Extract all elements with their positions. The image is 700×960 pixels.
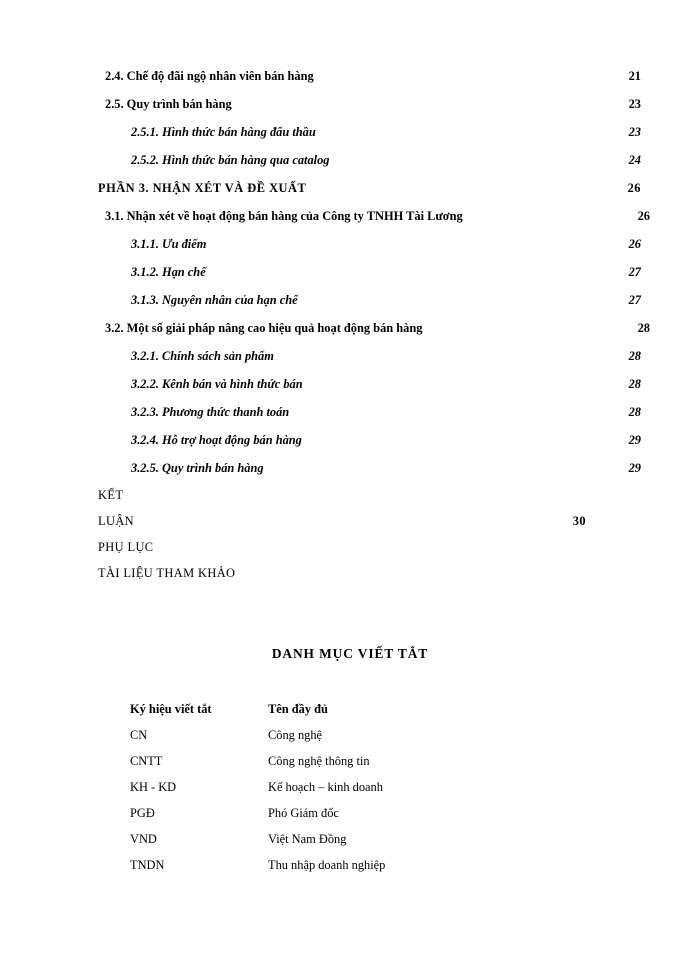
abbreviations-title: DANH MỤC VIẾT TẮT: [271, 646, 429, 661]
toc-entry-page: 28: [637, 321, 650, 335]
toc-entry-label: 3.2.3. Phương thức thanh toán: [131, 405, 290, 419]
toc-entry[interactable]: [0, 454, 700, 482]
toc-entry-page: 27: [628, 265, 641, 279]
dot-leader: [206, 236, 603, 248]
toc-entry-page: 28: [628, 405, 641, 419]
dot-leader: [302, 432, 603, 444]
dot-leader: [303, 376, 603, 388]
toc-entry-label: 3.1.3. Nguyên nhân của hạn chế: [131, 293, 298, 307]
back-matter-list: [98, 482, 598, 586]
toc-entry[interactable]: [0, 230, 700, 258]
toc-entry[interactable]: [0, 174, 700, 202]
dot-leader: [316, 124, 603, 136]
toc-entry[interactable]: [0, 314, 700, 342]
toc-entry-label: 2.5. Quy trình bán hàng: [105, 97, 232, 111]
cell-code: CN: [130, 728, 148, 742]
toc-entry[interactable]: [0, 202, 700, 230]
toc-entry-label: 2.5.1. Hình thức bán hàng đấu thầu: [131, 125, 316, 139]
toc-entry-label: 3.1.1. Ưu điểm: [131, 237, 207, 251]
toc-entry-page: 26: [637, 209, 650, 223]
dot-leader: [289, 404, 603, 416]
table-row: [0, 852, 700, 878]
dot-leader: [264, 460, 603, 472]
toc-entry-label: 2.5.2. Hình thức bán hàng qua catalog: [131, 153, 330, 167]
back-matter-tai-lieu-tham-khao[interactable]: TÀI LIỆU THAM KHẢO: [98, 566, 236, 580]
cell-full: Công nghệ: [268, 728, 323, 742]
cell-full: Công nghệ thông tin: [268, 754, 370, 768]
table-row: [0, 826, 700, 852]
toc-entry[interactable]: [0, 398, 700, 426]
toc-entry-page: 29: [628, 433, 641, 447]
dot-leader: [463, 208, 619, 220]
toc-entry-label: 3.2. Một số giải pháp nâng cao hiệu quả hoạt động bán hàng: [105, 321, 423, 335]
dot-leader: [306, 180, 603, 192]
table-row: [0, 774, 700, 800]
dot-leader: [314, 68, 603, 80]
cell-code: CNTT: [130, 754, 163, 768]
table-row: [0, 722, 700, 748]
back-matter-luan-page: 30: [572, 514, 586, 528]
back-matter-luan-label: LUẬN: [98, 514, 135, 528]
toc-entry-label: 3.2.5. Quy trình bán hàng: [131, 461, 264, 475]
cell-full: Kế hoạch – kinh doanh: [268, 780, 383, 794]
toc-entry-label: 2.4. Chế độ đãi ngộ nhân viên bán hàng: [105, 69, 314, 83]
column-header-full: Tên đầy đủ: [268, 702, 328, 716]
table-row: [0, 800, 700, 826]
dot-leader: [232, 96, 603, 108]
cell-code: VND: [130, 832, 157, 846]
toc-entry[interactable]: [0, 90, 700, 118]
toc-entry[interactable]: [0, 146, 700, 174]
toc-entry[interactable]: [0, 118, 700, 146]
toc-entry-page: 23: [628, 125, 641, 139]
table-row: [0, 748, 700, 774]
abbreviations-table: [0, 696, 700, 878]
table-header-row: [0, 696, 700, 722]
toc-entry[interactable]: [0, 426, 700, 454]
toc-entry-page: 24: [628, 153, 641, 167]
cell-code: TNDN: [130, 858, 165, 872]
cell-full: Việt Nam Đồng: [268, 832, 347, 846]
dot-leader: [206, 264, 603, 276]
cell-full: Phó Giám đốc: [268, 806, 339, 820]
dot-leader: [298, 292, 603, 304]
toc-entry-label: PHẦN 3. NHẬN XÉT VÀ ĐỀ XUẤT: [98, 181, 307, 195]
back-matter-phu-luc[interactable]: PHỤ LỤC: [98, 540, 154, 554]
toc-entry-page: 28: [628, 349, 641, 363]
toc-entry-label: 3.2.4. Hỗ trợ hoạt động bán hàng: [131, 433, 302, 447]
back-matter-luan[interactable]: [98, 508, 586, 534]
table-of-contents: [0, 62, 700, 482]
toc-entry[interactable]: [0, 258, 700, 286]
toc-entry-page: 21: [628, 69, 641, 83]
back-matter-ket[interactable]: KẾT: [98, 488, 124, 502]
column-header-code: Ký hiệu viết tắt: [130, 702, 212, 716]
toc-entry[interactable]: [0, 370, 700, 398]
toc-entry-page: 29: [628, 461, 641, 475]
toc-entry-page: 28: [628, 377, 641, 391]
toc-entry[interactable]: [0, 286, 700, 314]
toc-entry-label: 3.2.1. Chính sách sản phẩm: [131, 349, 274, 363]
cell-full: Thu nhập doanh nghiệp: [268, 858, 386, 872]
dot-leader: [330, 152, 604, 164]
toc-entry-label: 3.1.2. Hạn chế: [131, 265, 206, 279]
toc-entry-label: 3.1. Nhận xét về hoạt động bán hàng của Công ty TNHH Tài Lương: [105, 209, 463, 223]
dot-leader: [134, 513, 573, 525]
toc-entry-page: 26: [628, 237, 641, 251]
dot-leader: [274, 348, 603, 360]
cell-code: PGĐ: [130, 806, 155, 820]
toc-entry[interactable]: [0, 342, 700, 370]
toc-entry-page: 27: [628, 293, 641, 307]
toc-entry[interactable]: [0, 62, 700, 90]
toc-entry-label: 3.2.2. Kênh bán và hình thức bán: [131, 377, 303, 391]
dot-leader: [422, 320, 619, 332]
cell-code: KH - KD: [130, 780, 177, 794]
toc-entry-page: 26: [627, 181, 641, 195]
toc-entry-page: 23: [628, 97, 641, 111]
